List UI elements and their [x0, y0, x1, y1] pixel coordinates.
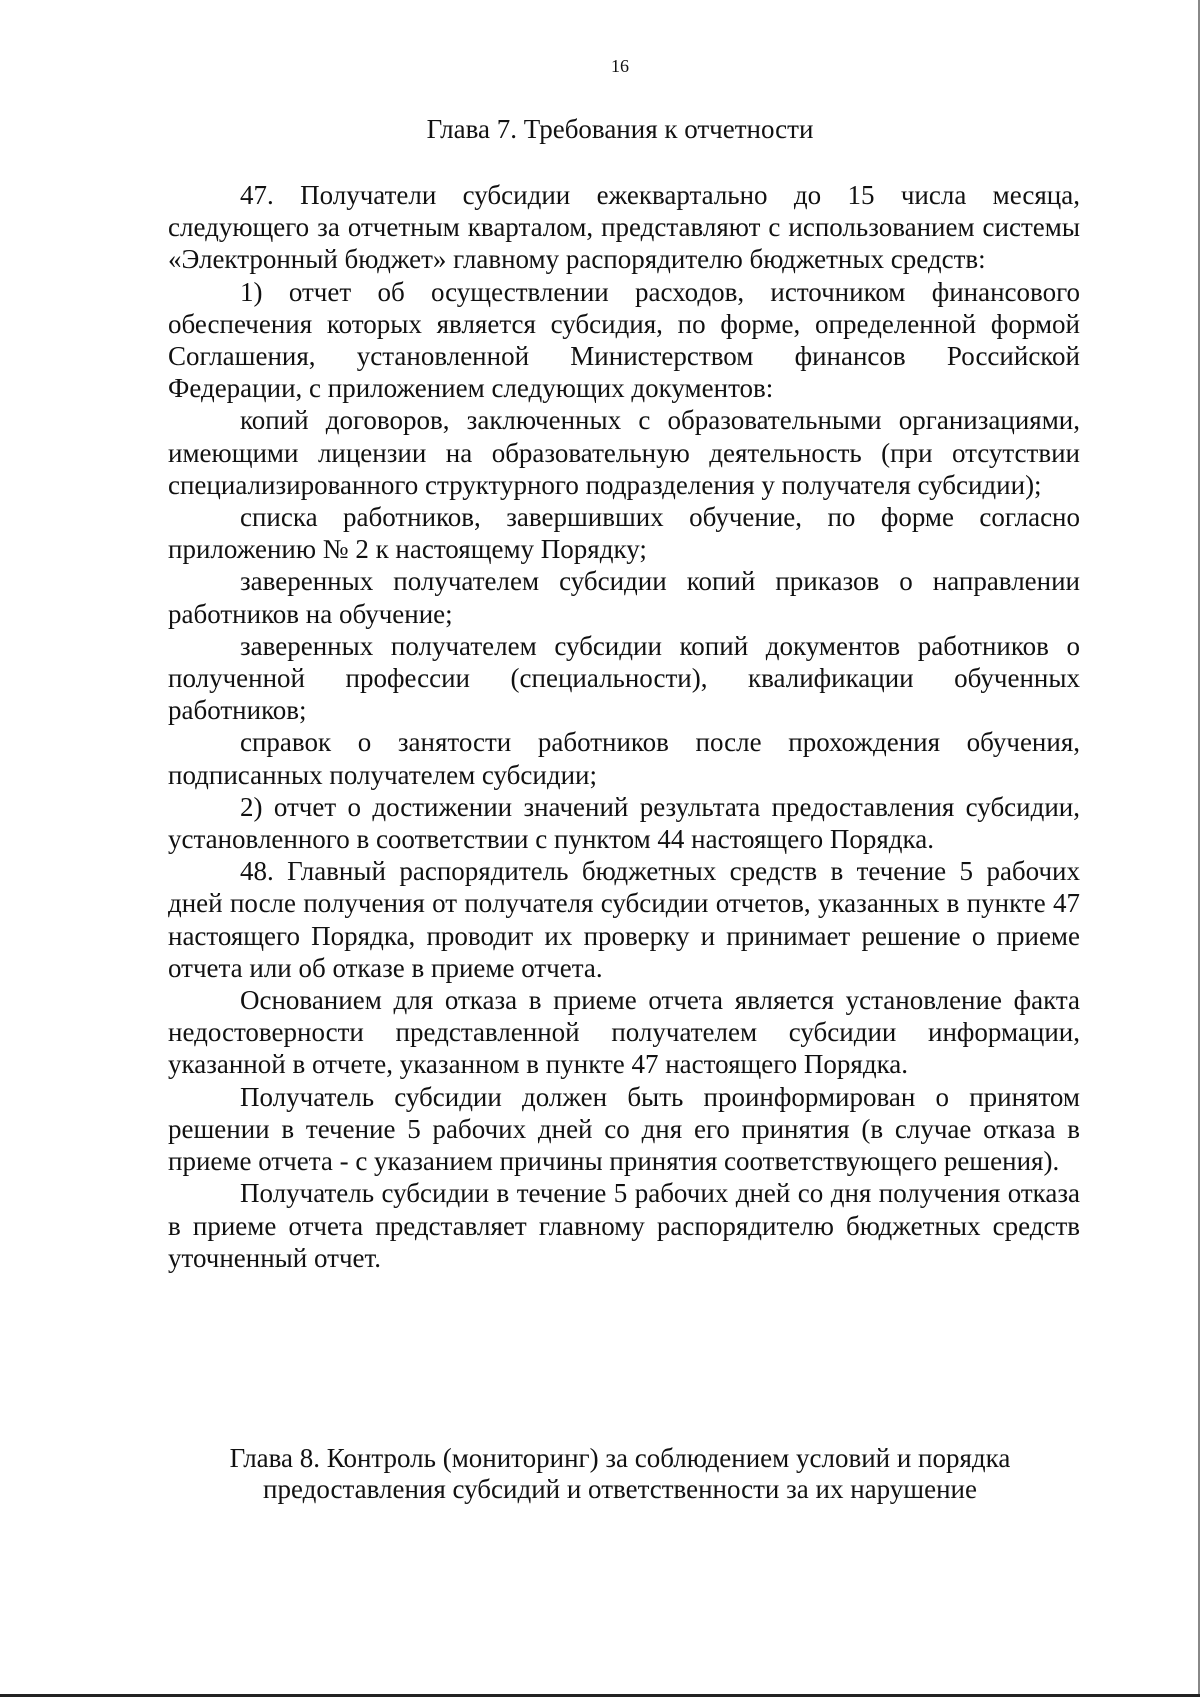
chapter-8-heading-line-2: предоставления субсидий и ответственности за их нарушение	[263, 1474, 977, 1504]
paragraph-47-item-2: 2) отчет о достижении значений результата предоставления субсидии, установленного в соответствии с пунктом 44 настоящего Порядка.	[168, 791, 1080, 855]
paragraph-47: 47. Получатели субсидии ежеквартально до 15 числа месяца, следующего за отчетным кварталом, представляют с использованием системы «Электронный бюджет» главному распорядителю бюджетных средств:	[168, 180, 1080, 275]
chapter-8-heading-line-1: Глава 8. Контроль (мониторинг) за соблюдением условий и порядка	[229, 1443, 1011, 1473]
paragraph-orders: заверенных получателем субсидии копий приказов о направлении работников на обучение;	[168, 566, 1080, 629]
paragraph-48: 48. Главный распорядитель бюджетных средств в течение 5 рабочих дней после получения от получателя субсидии отчетов, указанных в пункте 47 настоящего Порядка, проводит их проверку и принимает решение о приеме отчета или об отказе в приеме отчета.	[168, 856, 1080, 983]
paragraph-contracts: копий договоров, заключенных с образовательными организациями, имеющими лицензии на образовательную деятельность (при отсутствии специализированного структурного подразделения у получателя субсидии);	[168, 405, 1080, 500]
paragraph-employment-certificates: справок о занятости работников после прохождения обучения, подписанных получателем субсидии;	[168, 727, 1080, 790]
page-number: 16	[611, 56, 629, 76]
chapter-8-heading	[0, 1443, 1200, 1505]
paragraph-revised-report: Получатель субсидии в течение 5 рабочих дней со дня получения отказа в приеме отчета представляет главному распорядителю бюджетных средств уточненный отчет.	[168, 1178, 1080, 1273]
paragraph-qualification-docs: заверенных получателем субсидии копий документов работников о полученной профессии (специальности), квалификации обученных работников;	[168, 630, 1080, 726]
paragraph-employee-list: списка работников, завершивших обучение, по форме согласно приложению № 2 к настоящему Порядку;	[168, 502, 1080, 565]
chapter-7-heading: Глава 7. Требования к отчетности	[426, 114, 814, 144]
paragraph-refusal-grounds: Основанием для отказа в приеме отчета является установление факта недостоверности представленной получателем субсидии информации, указанной в отчете, указанном в пункте 47 настоящего Порядка.	[168, 985, 1080, 1080]
paragraph-notification: Получатель субсидии должен быть проинформирован о принятом решении в течение 5 рабочих дней со дня его принятия (в случае отказа в приеме отчета - с указанием причины принятия соответствующего решения).	[168, 1081, 1080, 1177]
chapter-7-body	[168, 179, 1080, 1274]
paragraph-47-item-1: 1) отчет об осуществлении расходов, источником финансового обеспечения которых является субсидия, по форме, определенной формой Соглашения, установленной Министерством финансов Российской Федерации, с приложением следующих документов:	[168, 276, 1080, 404]
